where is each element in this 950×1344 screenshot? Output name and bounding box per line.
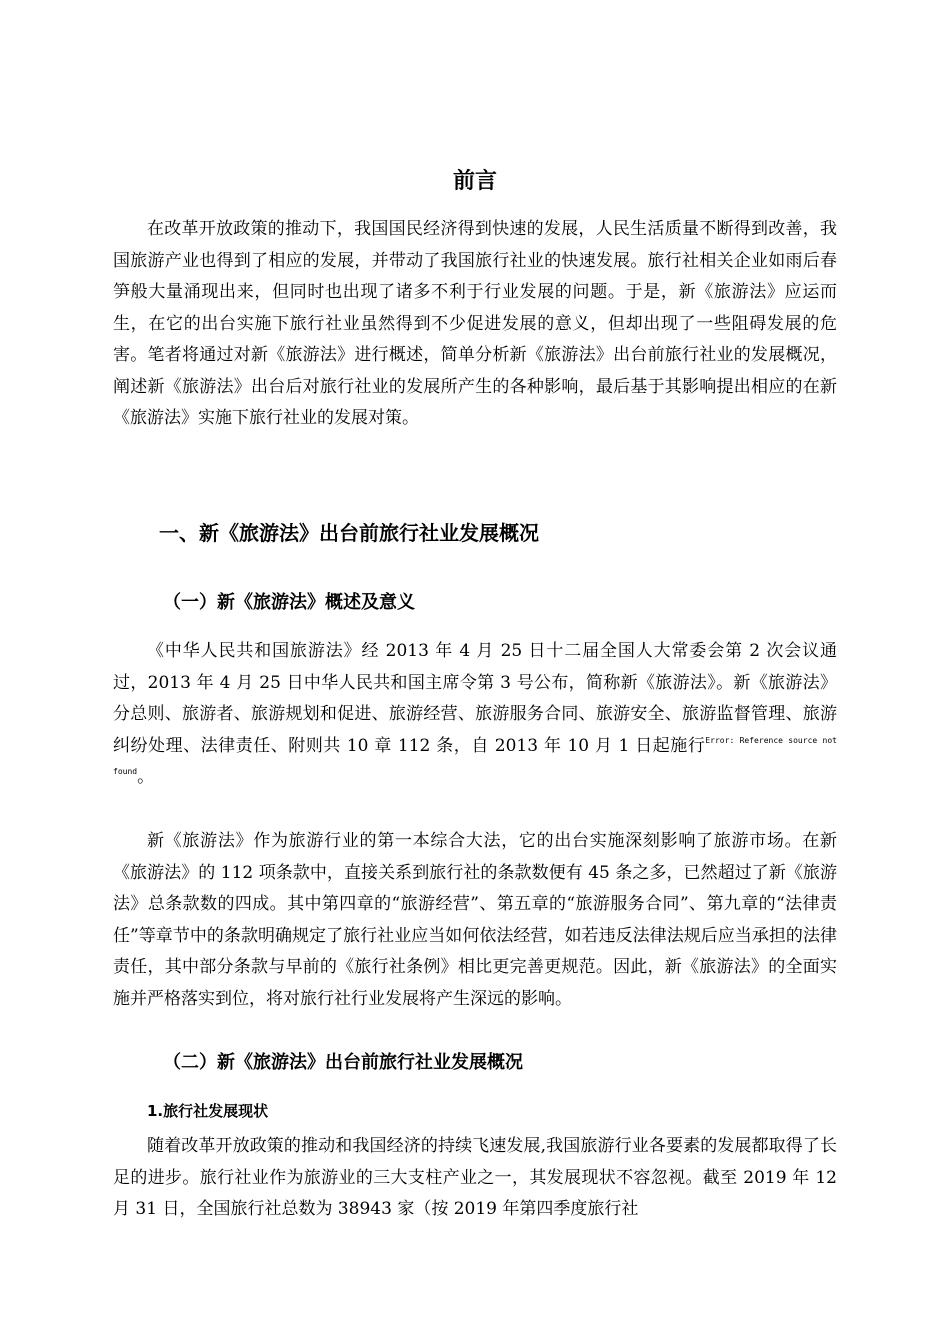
preface-paragraph: 在改革开放政策的推动下，我国国民经济得到快速的发展，人民生活质量不断得到改善，我国旅游产业也得到了相应的发展，并带动了我国旅行社业的快速发展。旅行社相关企业如雨后春笋般大量涌现出来，但同时也出现了诸多不利于行业发展的问题。于是，新《旅游法》应运而生，在它的出台实施下旅行社业虽然得到不少促进发展的意义，但却出现了一些阻碍发展的危害。笔者将通过对新《旅游法》进行概述，简单分析新《旅游法》出台前旅行社业的发展概况，阐述新《旅游法》出台后对旅行社业的发展所产生的各种影响，最后基于其影响提出相应的在新《旅游法》实施下旅行社业的发展对策。 <box>113 219 837 428</box>
section1-paragraph-1-text: 《中华人民共和国旅游法》经 2013 年 4 月 25 日十二届全国人大常委会第 2 次会议通过，2013 年 4 月 25 日中华人民共和国主席令第 3 号公布，简称新《旅游法》。新《旅游法》分总则、旅游者、旅游规划和促进、旅游经营、旅游服务合同、旅游安全、旅游监督管理、旅游纠纷处理、法律责任、附则共 10 章 112 条，自 2013 年 10 月 1 日起施行 <box>113 641 837 756</box>
section-heading-1: （一）新《旅游法》概述及意义 <box>163 592 415 613</box>
section1-paragraph-1 <box>113 636 837 794</box>
subsection-heading: 1.旅行社发展现状 <box>147 1102 269 1120</box>
section1-paragraph-2: 新《旅游法》作为旅游行业的第一本综合大法，它的出台实施深刻影响了旅游市场。在新《旅游法》的 112 项条款中，直接关系到旅行社的条款数便有 45 条之多，已然超过了新《旅游法》总条款数的四成。其中第四章的“旅游经营”、第五章的“旅游服务合同”、第九章的“法律责任”等章节中的条款明确规定了旅行社业应当如何依法经营，如若违反法律法规后应当承担的法律责任，其中部分条款与早前的《旅行社条例》相比更完善更规范。因此，新《旅游法》的全面实施并严格落实到位，将对旅行社行业发展将产生深远的影响。 <box>113 831 837 1009</box>
subsection-paragraph: 随着改革开放政策的推动和我国经济的持续飞速发展,我国旅游行业各要素的发展都取得了长足的进步。旅行社业作为旅游业的三大支柱产业之一，其发展现状不容忽视。截至 2019 年 12 月 31 日，全国旅行社总数为 38943 家（按 2019 年第四季度旅行社 <box>113 1136 837 1219</box>
reference-error-note: Error: Reference source not found <box>113 735 837 776</box>
section-heading-2: （二）新《旅游法》出台前旅行社业发展概况 <box>163 1052 523 1073</box>
section1-paragraph-1-end: 。 <box>137 767 155 787</box>
preface-title: 前言 <box>452 169 497 194</box>
chapter-heading: 一、新《旅游法》出台前旅行社业发展概况 <box>159 521 539 545</box>
